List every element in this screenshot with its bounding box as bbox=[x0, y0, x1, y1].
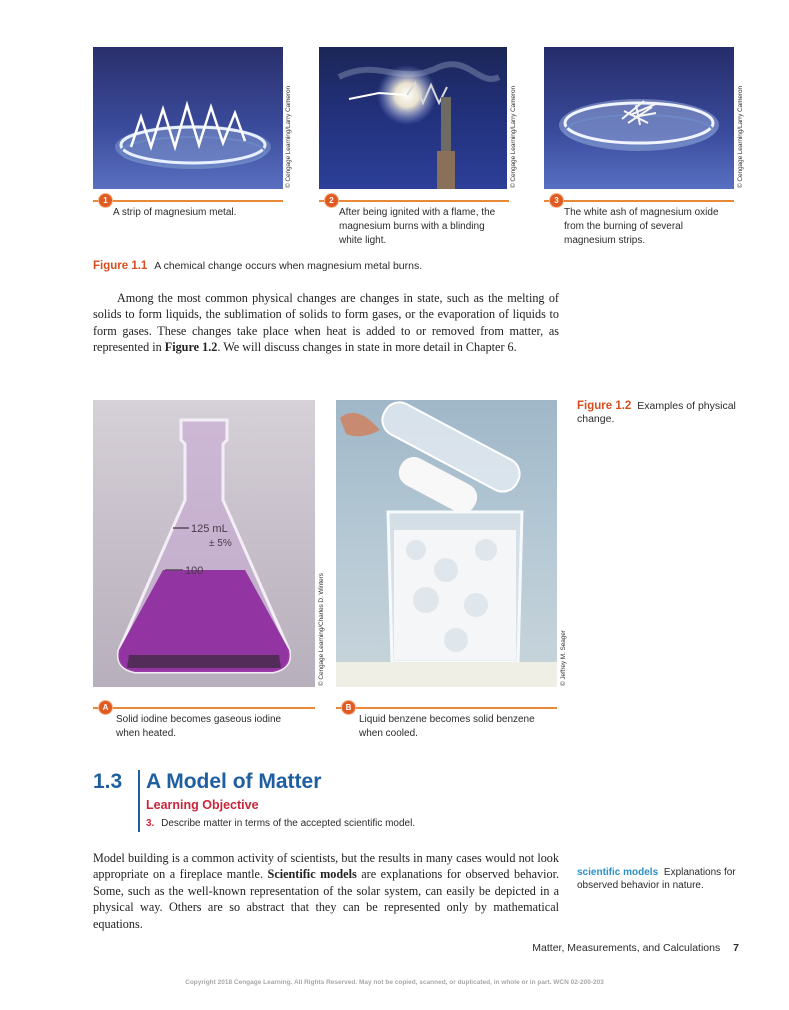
benzene-beaker-illustration bbox=[336, 400, 557, 687]
learning-objective-heading: Learning Objective bbox=[146, 798, 259, 812]
figure-1-1-credit-3: © Cengage Learning/Larry Cameron bbox=[737, 85, 744, 188]
paragraph-2-term: Scientific models bbox=[267, 867, 357, 882]
figure-1-1-photo-magnesium-ash bbox=[544, 47, 734, 189]
figure-1-2-photo-benzene-beaker bbox=[336, 400, 557, 687]
burning-magnesium-illustration bbox=[319, 47, 507, 189]
figure-1-2-credit-a: © Cengage Learning/Charles D. Winters bbox=[318, 573, 325, 686]
paragraph-1-text-a: Among the most common physical changes are changes in state, such as the melting of solids to form liquids, the sublimation of solids to form gases, or the evaporation of liquids to form gases. These changes take place when heat is added to or removed from matter, as represented in bbox=[93, 291, 559, 355]
figure-1-1-caption-rule-1 bbox=[93, 200, 283, 202]
paragraph-2-text-b: are explanations for observed behavior. Some, such as the well-known representation of the solar system, can easily be depicted in a physical way. Others are so abstract that they can be represented only by mathematical equations. bbox=[93, 867, 560, 931]
paragraph-1-text-b: . We will discuss changes in state in more detail in Chapter 6. bbox=[217, 340, 517, 355]
page-number: 7 bbox=[733, 942, 739, 954]
figure-1-1-credit-1: © Cengage Learning/Larry Cameron bbox=[285, 85, 292, 188]
figure-1-1-caption-rule-2 bbox=[319, 200, 509, 202]
learning-objective-text: Describe matter in terms of the accepted scientific model. bbox=[161, 818, 416, 829]
running-title: Matter, Measurements, and Calculations bbox=[532, 942, 721, 954]
margin-definition-text: Explanations for observed behavior in nature. bbox=[577, 867, 736, 891]
figure-1-1-badge-1: 1 bbox=[99, 194, 112, 207]
figure-1-1-badge-3: 3 bbox=[550, 194, 563, 207]
figure-1-2-caption-rule-b bbox=[336, 707, 557, 709]
flask-label-100: 100 bbox=[185, 565, 204, 577]
figure-1-2-caption: Examples of physical change. bbox=[577, 400, 736, 425]
figure-1-2-badge-b: B bbox=[342, 701, 355, 714]
figure-1-2-caption-a: Solid iodine becomes gaseous iodine when heated. bbox=[116, 714, 282, 739]
figure-1-1-caption-line bbox=[93, 260, 422, 272]
paragraph-2-text-a: Model building is a common activity of scientists, but the results in many cases would not look appropriate on a fireplace mantle. bbox=[93, 851, 559, 882]
figure-1-1-caption-2: After being ignited with a flame, the magnesium burns with a blinding white light. bbox=[339, 207, 496, 246]
margin-definition-term: scientific models bbox=[577, 867, 659, 878]
running-footer bbox=[532, 942, 739, 954]
figure-1-1-caption-1: A strip of magnesium metal. bbox=[113, 207, 237, 218]
figure-1-1-photo-magnesium-strip bbox=[93, 47, 283, 189]
figure-1-2-credit-b: © Jeffrey M. Seager bbox=[560, 630, 567, 686]
figure-1-2-label: Figure 1.2 bbox=[577, 400, 632, 412]
paragraph-physical-changes bbox=[93, 290, 559, 356]
figure-1-1-caption: A chemical change occurs when magnesium metal burns. bbox=[154, 260, 423, 272]
flask-label-125ml: 125 mL bbox=[191, 523, 228, 535]
section-title: A Model of Matter bbox=[146, 770, 322, 793]
figure-1-2-badge-a: A bbox=[99, 701, 112, 714]
figure-1-1-label: Figure 1.1 bbox=[93, 260, 148, 272]
section-number: 1.3 bbox=[93, 770, 123, 793]
figure-1-1-caption-3: The white ash of magnesium oxide from the burning of several magnesium strips. bbox=[564, 207, 719, 246]
figure-1-2-photo-iodine-flask bbox=[93, 400, 315, 687]
figure-1-1-caption-rule-3 bbox=[544, 200, 734, 202]
magnesium-ash-illustration bbox=[544, 47, 734, 189]
figure-1-2-caption-b: Liquid benzene becomes solid benzene when cooled. bbox=[359, 714, 535, 739]
iodine-flask-illustration bbox=[93, 400, 315, 687]
section-divider bbox=[138, 770, 140, 832]
figure-1-2-caption-rule-a bbox=[93, 707, 315, 709]
figure-1-1-badge-2: 2 bbox=[325, 194, 338, 207]
magnesium-strip-illustration bbox=[93, 47, 283, 189]
paragraph-1-figure-ref: Figure 1.2 bbox=[164, 340, 218, 355]
figure-1-1-photo-magnesium-burning bbox=[319, 47, 507, 189]
figure-1-1-credit-2: © Cengage Learning/Larry Cameron bbox=[510, 85, 517, 188]
learning-objective-item bbox=[146, 818, 415, 829]
margin-definition bbox=[577, 866, 747, 892]
learning-objective-number: 3. bbox=[146, 818, 155, 829]
flask-label-tolerance: ± 5% bbox=[209, 538, 232, 549]
figure-1-2-side-caption bbox=[577, 400, 742, 426]
paragraph-scientific-models bbox=[93, 850, 559, 932]
copyright-notice: Copyright 2018 Cengage Learning. All Rights Reserved. May not be copied, scanned, or duplicated, in whole or in part. WCN 02-200-203 bbox=[185, 979, 604, 986]
